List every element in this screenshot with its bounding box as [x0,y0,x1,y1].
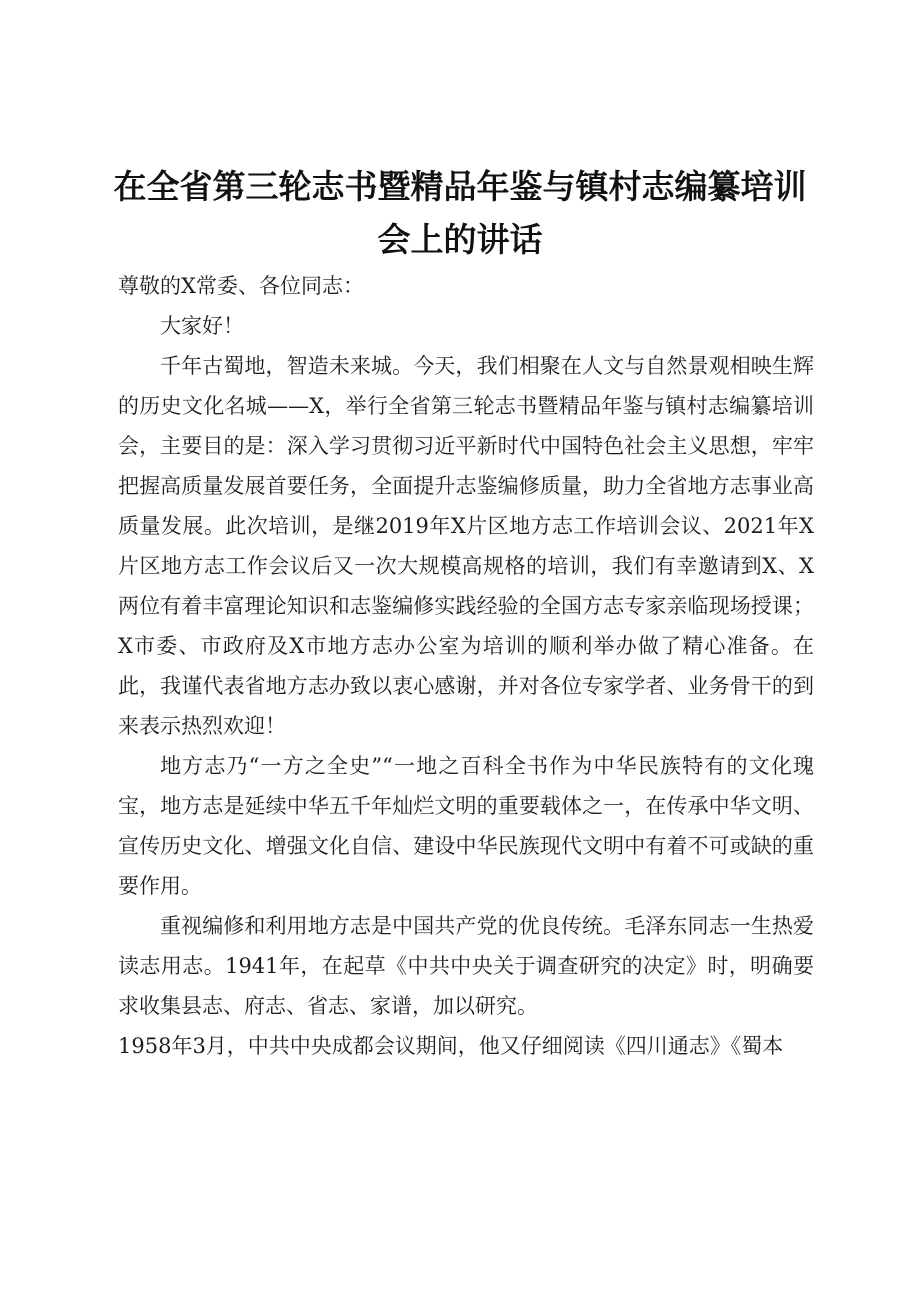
paragraph-continued: 1958年3月，中共中央成都会议期间，他又仔细阅读《四川通志》《蜀本 [118,1034,784,1058]
paragraph-party-tradition: 重视编修和利用地方志是中国共产党的优良传统。毛泽东同志一生热爱读志用志。1941年，在起草《中共中央关于调查研究的决定》时，明确要求收集县志、府志、省志、家谱，加以研究。 [118,914,814,1018]
paragraph-opening: 千年古蜀地，智造未来城。今天，我们相聚在人文与自然景观相映生辉的历史文化名城——X，举行全省第三轮志书暨精品年鉴与镇村志编纂培训会，主要目的是：深入学习贯彻习近平新时代中国特色社会主义思想，牢牢把握高质量发展首要任务，全面提升志鉴编修质量，助力全省地方志事业高质量发展。此次培训，是继2019年X片区地方志工作培训会议、2021年X片区地方志工作会议后又一次大规模高规格的培训，我们有幸邀请到X、X两位有着丰富理论知识和志鉴编修实践经验的全国方志专家亲临现场授课；X市委、市政府及X市地方志办公室为培训的顺利举办做了精心准备。在此，我谨代表省地方志办致以衷心感谢，并对各位专家学者、业务骨干的到来表示热烈欢迎！ [118,354,814,738]
document-body [118,266,814,1066]
salutation: 尊敬的X常委、各位同志： [118,274,364,298]
paragraph-local-chronicles: 地方志乃“一方之全史”“一地之百科全书作为中华民族特有的文化瑰宝，地方志是延续中华五千年灿烂文明的重要载体之一，在传承中华文明、宣传历史文化、增强文化自信、建设中华民族现代文明中有着不可或缺的重要作用。 [118,754,814,898]
paragraph-greeting: 大家好！ [160,314,244,338]
document-title: 在全省第三轮志书暨精品年鉴与镇村志编纂培训会上的讲话 [113,167,807,259]
